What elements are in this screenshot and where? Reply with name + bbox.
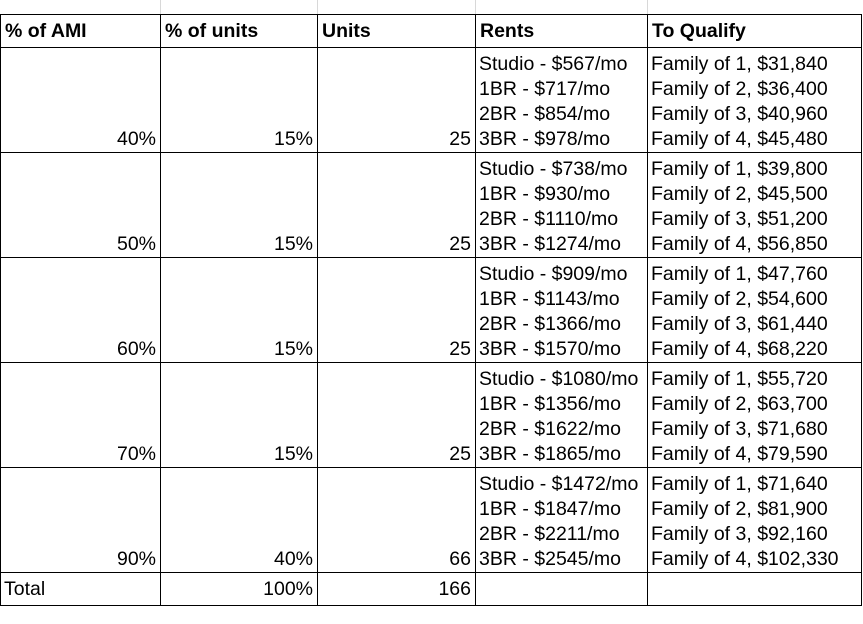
cell-units[interactable]: 66 [318, 468, 476, 573]
rent-line: 1BR - $717/mo [479, 78, 611, 100]
qualify-line: Family of 2, $45,500 [651, 183, 828, 205]
cell-pct-units[interactable]: 15% [161, 153, 318, 258]
cell-rents[interactable] [476, 153, 648, 258]
rent-line: 1BR - $1847/mo [479, 498, 621, 520]
rent-line: 2BR - $854/mo [479, 103, 611, 125]
qualify-line: Family of 2, $81,900 [651, 498, 828, 520]
cell-units[interactable]: 25 [318, 363, 476, 468]
top-gridlines [0, 0, 863, 14]
qualify-line: Family of 4, $68,220 [651, 338, 828, 360]
gridline [317, 0, 318, 14]
rent-line: Studio - $1080/mo [479, 368, 639, 390]
qualify-line: Family of 3, $92,160 [651, 523, 828, 545]
cell-ami[interactable]: 50% [1, 153, 161, 258]
rent-line: 2BR - $1110/mo [479, 208, 619, 230]
qualify-line: Family of 4, $45,480 [651, 128, 828, 150]
header-cell-units[interactable]: Units [318, 15, 476, 48]
rent-line: Studio - $1472/mo [479, 473, 639, 495]
cell-ami[interactable]: 60% [1, 258, 161, 363]
header-cell-rents[interactable]: Rents [476, 15, 648, 48]
cell-pct-units[interactable]: 40% [161, 468, 318, 573]
qualify-line: Family of 3, $51,200 [651, 208, 828, 230]
rent-line: Studio - $738/mo [479, 158, 628, 180]
total-row [1, 573, 862, 606]
cell-pct-units[interactable]: 15% [161, 363, 318, 468]
qualify-line: Family of 1, $55,720 [651, 368, 828, 390]
qualify-line: Family of 1, $39,800 [651, 158, 828, 180]
cell-to-qualify[interactable] [648, 153, 862, 258]
rent-line: 3BR - $978/mo [479, 128, 611, 150]
gridline [160, 0, 161, 14]
cell-rents[interactable] [476, 48, 648, 153]
cell-rents[interactable] [476, 468, 648, 573]
header-cell-ami[interactable]: % of AMI [1, 15, 161, 48]
table-row [1, 363, 862, 468]
qualify-line: Family of 2, $63,700 [651, 393, 828, 415]
qualify-line: Family of 3, $40,960 [651, 103, 828, 125]
cell-ami[interactable]: 90% [1, 468, 161, 573]
cell-rents[interactable] [476, 258, 648, 363]
rent-line: 2BR - $1366/mo [479, 313, 621, 335]
cell-ami[interactable]: 40% [1, 48, 161, 153]
qualify-line: Family of 2, $54,600 [651, 288, 828, 310]
header-cell-pct-units[interactable]: % of units [161, 15, 318, 48]
rent-line: 3BR - $1865/mo [479, 443, 621, 465]
qualify-line: Family of 3, $71,680 [651, 418, 828, 440]
qualify-line: Family of 1, $71,640 [651, 473, 828, 495]
cell-to-qualify[interactable] [648, 468, 862, 573]
rent-line: 1BR - $1143/mo [479, 288, 620, 310]
header-row [1, 15, 862, 48]
cell-total-qualify[interactable] [648, 573, 862, 606]
qualify-line: Family of 4, $56,850 [651, 233, 828, 255]
qualify-line: Family of 3, $61,440 [651, 313, 828, 335]
table-row [1, 48, 862, 153]
cell-total-pct-units[interactable]: 100% [161, 573, 318, 606]
rent-line: 1BR - $1356/mo [479, 393, 621, 415]
cell-units[interactable]: 25 [318, 48, 476, 153]
table-row [1, 258, 862, 363]
qualify-line: Family of 4, $79,590 [651, 443, 828, 465]
qualify-line: Family of 1, $31,840 [651, 53, 828, 75]
cell-pct-units[interactable]: 15% [161, 48, 318, 153]
cell-total-units[interactable]: 166 [318, 573, 476, 606]
gridline [475, 0, 476, 14]
cell-to-qualify[interactable] [648, 258, 862, 363]
rent-line: Studio - $909/mo [479, 263, 628, 285]
cell-to-qualify[interactable] [648, 48, 862, 153]
rent-line: 2BR - $2211/mo [479, 523, 620, 545]
cell-units[interactable]: 25 [318, 258, 476, 363]
header-cell-to-qualify[interactable]: To Qualify [648, 15, 862, 48]
rent-line: 2BR - $1622/mo [479, 418, 621, 440]
rent-line: 3BR - $2545/mo [479, 548, 621, 570]
cell-units[interactable]: 25 [318, 153, 476, 258]
table-row [1, 468, 862, 573]
cell-to-qualify[interactable] [648, 363, 862, 468]
qualify-line: Family of 1, $47,760 [651, 263, 828, 285]
rent-line: 3BR - $1274/mo [479, 233, 621, 255]
rent-line: 3BR - $1570/mo [479, 338, 621, 360]
cell-total-rents[interactable] [476, 573, 648, 606]
qualify-line: Family of 4, $102,330 [651, 548, 839, 570]
cell-rents[interactable] [476, 363, 648, 468]
qualify-line: Family of 2, $36,400 [651, 78, 828, 100]
gridline [647, 0, 648, 14]
ami-rent-table [0, 14, 862, 606]
cell-total-label[interactable]: Total [1, 573, 161, 606]
cell-ami[interactable]: 70% [1, 363, 161, 468]
rent-line: 1BR - $930/mo [479, 183, 611, 205]
rent-line: Studio - $567/mo [479, 53, 628, 75]
cell-pct-units[interactable]: 15% [161, 258, 318, 363]
table-row [1, 153, 862, 258]
